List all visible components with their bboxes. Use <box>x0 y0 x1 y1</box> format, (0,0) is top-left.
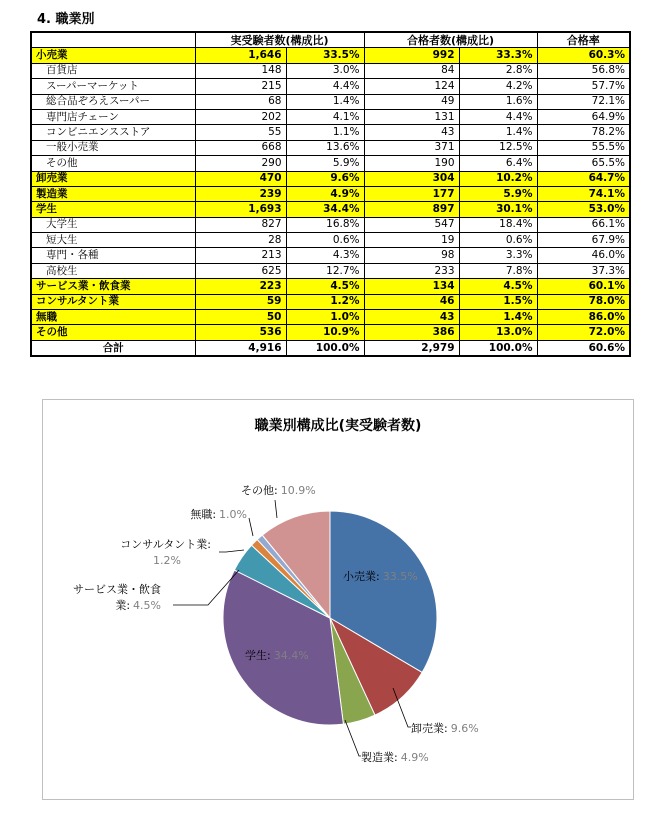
cell-rate: 86.0% <box>537 310 630 325</box>
row-label: サービス業・飲食業 <box>31 279 195 294</box>
cell-rate: 46.0% <box>537 248 630 263</box>
header-pass-rate: 合格率 <box>537 32 630 48</box>
cell-examinees-pct: 1.1% <box>286 125 364 140</box>
cell-rate: 78.2% <box>537 125 630 140</box>
cell-passed: 2,979 <box>364 340 459 356</box>
table-body <box>31 48 630 356</box>
cell-rate: 67.9% <box>537 233 630 248</box>
cell-examinees-pct: 33.5% <box>286 48 364 63</box>
cell-passed-pct: 13.0% <box>459 325 537 340</box>
cell-passed: 19 <box>364 233 459 248</box>
table-row <box>31 171 630 186</box>
header-category <box>31 32 195 48</box>
cell-passed: 190 <box>364 156 459 171</box>
cell-rate: 65.5% <box>537 156 630 171</box>
cell-passed-pct: 18.4% <box>459 217 537 232</box>
cell-passed: 131 <box>364 109 459 124</box>
row-label: 専門・各種 <box>31 248 195 263</box>
slice-label-4: サービス業・飲食業: 4.5% <box>73 583 161 612</box>
cell-passed-pct: 0.6% <box>459 233 537 248</box>
cell-examinees-pct: 100.0% <box>286 340 364 356</box>
slice-label-1: 卸売業: 9.6% <box>411 722 479 735</box>
cell-examinees-pct: 1.2% <box>286 294 364 309</box>
cell-passed: 43 <box>364 125 459 140</box>
cell-passed: 177 <box>364 186 459 201</box>
cell-examinees: 50 <box>195 310 286 325</box>
table-row <box>31 202 630 217</box>
cell-passed-pct: 100.0% <box>459 340 537 356</box>
pie-chart-panel <box>42 399 634 800</box>
table-row <box>31 310 630 325</box>
cell-rate: 72.0% <box>537 325 630 340</box>
cell-rate: 64.7% <box>537 171 630 186</box>
cell-passed-pct: 1.5% <box>459 294 537 309</box>
cell-examinees: 223 <box>195 279 286 294</box>
cell-passed-pct: 1.4% <box>459 310 537 325</box>
cell-passed: 233 <box>364 263 459 278</box>
cell-rate: 37.3% <box>537 263 630 278</box>
cell-examinees: 668 <box>195 140 286 155</box>
table-row <box>31 263 630 278</box>
section-title: 4. 職業別 <box>37 12 95 27</box>
slice-label-0: 小売業: 33.5% <box>343 570 418 583</box>
cell-passed: 547 <box>364 217 459 232</box>
cell-rate: 60.1% <box>537 279 630 294</box>
cell-examinees: 59 <box>195 294 286 309</box>
table-row <box>31 156 630 171</box>
cell-examinees: 625 <box>195 263 286 278</box>
table-row <box>31 248 630 263</box>
row-label: スーパーマーケット <box>31 79 195 94</box>
cell-examinees: 148 <box>195 63 286 78</box>
slice-label-5: コンサルタント業: 1.2% <box>120 538 211 567</box>
cell-examinees-pct: 1.4% <box>286 94 364 109</box>
table-row <box>31 325 630 340</box>
table-row <box>31 79 630 94</box>
row-label: 専門店チェーン <box>31 109 195 124</box>
cell-rate: 56.8% <box>537 63 630 78</box>
row-label: コンビニエンスストア <box>31 125 195 140</box>
table-row <box>31 63 630 78</box>
cell-examinees: 202 <box>195 109 286 124</box>
cell-passed-pct: 30.1% <box>459 202 537 217</box>
cell-passed: 46 <box>364 294 459 309</box>
leader-line-2 <box>345 720 361 756</box>
table-row <box>31 125 630 140</box>
cell-passed-pct: 4.5% <box>459 279 537 294</box>
row-label: 一般小売業 <box>31 140 195 155</box>
table-row <box>31 294 630 309</box>
cell-examinees: 290 <box>195 156 286 171</box>
pie-chart <box>43 400 633 799</box>
cell-examinees-pct: 0.6% <box>286 233 364 248</box>
row-label: 合計 <box>31 340 195 356</box>
cell-examinees-pct: 4.3% <box>286 248 364 263</box>
table-row <box>31 186 630 201</box>
cell-passed-pct: 7.8% <box>459 263 537 278</box>
occupation-table <box>30 31 631 357</box>
cell-examinees: 28 <box>195 233 286 248</box>
leader-line-7 <box>275 500 277 518</box>
table-row <box>31 279 630 294</box>
slice-label-7: その他: 10.9% <box>241 484 316 497</box>
slice-label-3: 学生: 34.4% <box>245 649 309 662</box>
cell-rate: 64.9% <box>537 109 630 124</box>
cell-passed-pct: 10.2% <box>459 171 537 186</box>
cell-rate: 60.6% <box>537 340 630 356</box>
table-row <box>31 94 630 109</box>
row-label: その他 <box>31 325 195 340</box>
cell-examinees-pct: 13.6% <box>286 140 364 155</box>
cell-examinees: 4,916 <box>195 340 286 356</box>
cell-examinees-pct: 10.9% <box>286 325 364 340</box>
header-passed: 合格者数(構成比) <box>364 32 537 48</box>
cell-passed-pct: 12.5% <box>459 140 537 155</box>
slice-label-6: 無職: 1.0% <box>190 508 247 521</box>
cell-examinees: 827 <box>195 217 286 232</box>
cell-examinees: 215 <box>195 79 286 94</box>
table-header-row <box>31 32 630 48</box>
cell-rate: 66.1% <box>537 217 630 232</box>
slice-label-2: 製造業: 4.9% <box>361 751 429 764</box>
row-label: 無職 <box>31 310 195 325</box>
cell-passed-pct: 4.4% <box>459 109 537 124</box>
cell-examinees-pct: 12.7% <box>286 263 364 278</box>
row-label: 卸売業 <box>31 171 195 186</box>
cell-rate: 78.0% <box>537 294 630 309</box>
row-label: コンサルタント業 <box>31 294 195 309</box>
row-label: 百貨店 <box>31 63 195 78</box>
cell-passed-pct: 5.9% <box>459 186 537 201</box>
cell-examinees: 55 <box>195 125 286 140</box>
cell-rate: 60.3% <box>537 48 630 63</box>
cell-passed-pct: 1.6% <box>459 94 537 109</box>
cell-examinees-pct: 4.4% <box>286 79 364 94</box>
cell-examinees-pct: 34.4% <box>286 202 364 217</box>
cell-passed: 386 <box>364 325 459 340</box>
cell-rate: 57.7% <box>537 79 630 94</box>
cell-rate: 74.1% <box>537 186 630 201</box>
leader-line-5 <box>219 550 244 552</box>
cell-examinees-pct: 9.6% <box>286 171 364 186</box>
cell-passed: 49 <box>364 94 459 109</box>
table-row <box>31 109 630 124</box>
table-row <box>31 140 630 155</box>
row-label: 製造業 <box>31 186 195 201</box>
table-row <box>31 217 630 232</box>
header-examinees: 実受験者数(構成比) <box>195 32 364 48</box>
cell-examinees-pct: 4.9% <box>286 186 364 201</box>
row-label: 短大生 <box>31 233 195 248</box>
cell-examinees-pct: 16.8% <box>286 217 364 232</box>
cell-passed: 897 <box>364 202 459 217</box>
cell-examinees: 1,693 <box>195 202 286 217</box>
cell-examinees-pct: 4.5% <box>286 279 364 294</box>
row-label: 高校生 <box>31 263 195 278</box>
cell-examinees: 1,646 <box>195 48 286 63</box>
cell-passed-pct: 1.4% <box>459 125 537 140</box>
cell-examinees-pct: 1.0% <box>286 310 364 325</box>
cell-examinees-pct: 3.0% <box>286 63 364 78</box>
leader-line-6 <box>249 518 253 536</box>
cell-examinees: 536 <box>195 325 286 340</box>
cell-passed-pct: 3.3% <box>459 248 537 263</box>
row-label: その他 <box>31 156 195 171</box>
cell-passed: 134 <box>364 279 459 294</box>
cell-examinees: 213 <box>195 248 286 263</box>
cell-passed-pct: 6.4% <box>459 156 537 171</box>
cell-examinees-pct: 4.1% <box>286 109 364 124</box>
cell-passed: 304 <box>364 171 459 186</box>
cell-passed-pct: 33.3% <box>459 48 537 63</box>
cell-passed: 371 <box>364 140 459 155</box>
cell-passed: 84 <box>364 63 459 78</box>
cell-examinees-pct: 5.9% <box>286 156 364 171</box>
table-row <box>31 48 630 63</box>
cell-rate: 72.1% <box>537 94 630 109</box>
table-row <box>31 233 630 248</box>
cell-examinees: 68 <box>195 94 286 109</box>
cell-passed: 992 <box>364 48 459 63</box>
cell-passed: 98 <box>364 248 459 263</box>
cell-examinees: 239 <box>195 186 286 201</box>
cell-rate: 55.5% <box>537 140 630 155</box>
table-total-row <box>31 340 630 356</box>
row-label: 学生 <box>31 202 195 217</box>
cell-passed: 124 <box>364 79 459 94</box>
cell-passed-pct: 2.8% <box>459 63 537 78</box>
cell-passed: 43 <box>364 310 459 325</box>
cell-rate: 53.0% <box>537 202 630 217</box>
cell-examinees: 470 <box>195 171 286 186</box>
row-label: 総合品ぞろえスーパー <box>31 94 195 109</box>
cell-passed-pct: 4.2% <box>459 79 537 94</box>
row-label: 大学生 <box>31 217 195 232</box>
row-label: 小売業 <box>31 48 195 63</box>
chart-title: 職業別構成比(実受験者数) <box>254 418 422 434</box>
